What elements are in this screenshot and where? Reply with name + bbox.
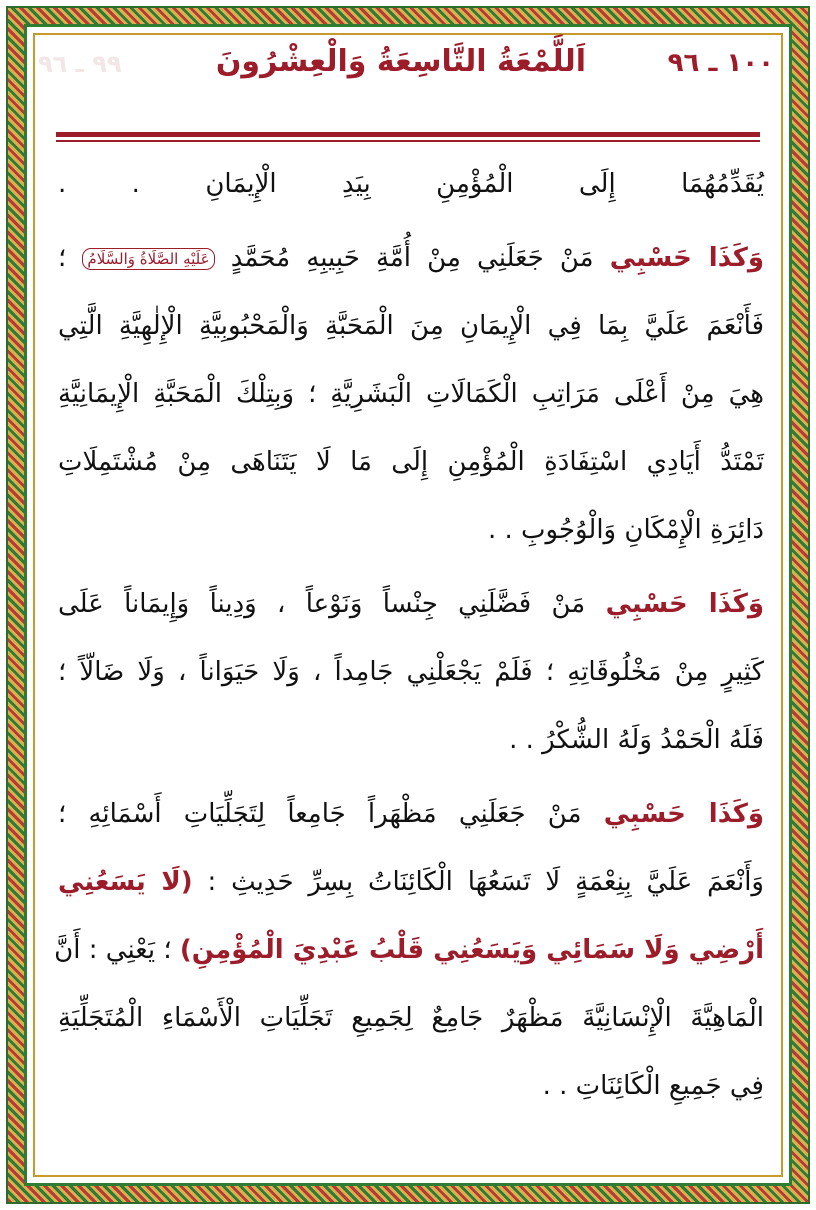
- text-line: وَكَذَا حَسْبِي مَنْ جَعَلَنِي مِنْ أُمَّةِ حَبِيبِهِ مُحَمَّدٍ عَلَيْهِ الصَّلَاةُ وَالسَّلَامُ ؛: [58, 243, 765, 273]
- page-header: [30, 36, 786, 106]
- text-line: هِيَ مِنْ أَعْلَى مَرَاتِبِ الْكَمَالَاتِ الْبَشَرِيَّةِ ؛ وَبِتِلْكَ الْمَحَبَّةِ الْإِيمَانِيَّةِ: [58, 379, 764, 409]
- text-line: فَلَهُ الْحَمْدُ وَلَهُ الشُّكْرُ . .: [509, 725, 764, 755]
- hadith-quote: (لَا يَسَعُنِي: [58, 867, 193, 897]
- blessing-glyph: عَلَيْهِ الصَّلَاةُ وَالسَّلَامُ: [82, 248, 214, 270]
- page-range-faded: ٩٩ ـ ٩٦: [38, 50, 122, 78]
- page-body: [54, 150, 765, 1120]
- chapter-title: اَللَّمْعَةُ التَّاسِعَةُ وَالْعِشْرُونَ: [215, 44, 586, 79]
- lead-phrase: وَكَذَا حَسْبِي: [603, 799, 765, 829]
- hadith-quote: أَرْضِي وَلَا سَمَائِي وَيَسَعُنِي قَلْبُ عَبْدِيَ الْمُؤْمِنِ): [179, 935, 764, 965]
- text-line: دَائِرَةِ الْإِمْكَانِ وَالْوُجُوبِ . .: [487, 515, 764, 545]
- text-line: أَرْضِي وَلَا سَمَائِي وَيَسَعُنِي قَلْبُ عَبْدِيَ الْمُؤْمِنِ) ؛ يَعْنِي : أَنَّ: [54, 935, 764, 965]
- text-line: وَأَنْعَمَ عَلَيَّ بِنِعْمَةٍ لَا تَسَعُهَا الْكَائِنَاتُ بِسِرِّ حَدِيثِ : (لَا يَسَعُنِي: [58, 867, 764, 897]
- page-range: ١٠٠ ـ ٩٦: [667, 48, 774, 78]
- text-line: كَثِيرٍ مِنْ مَخْلُوقَاتِهِ ؛ فَلَمْ يَجْعَلْنِي جَامِداً ، وَلَا حَيَوَاناً ، وَلَا ضَالّاً ؛: [58, 657, 764, 687]
- text-line: وَكَذَا حَسْبِي مَنْ جَعَلَنِي مَظْهَراً جَامِعاً لِتَجَلِّيَاتِ أَسْمَائِهِ ؛: [58, 799, 765, 829]
- lead-phrase: وَكَذَا حَسْبِي: [609, 243, 765, 273]
- text-line: تَمْتَدُّ أَيَادِي اسْتِفَادَةِ الْمُؤْمِنِ إِلَى مَا لَا يَتَنَاهَى مِنْ مُشْتَمِلَاتِ: [58, 447, 764, 477]
- text-line: وَكَذَا حَسْبِي مَنْ فَضَّلَنِي جِنْساً وَنَوْعاً ، وَدِيناً وَإِيمَاناً عَلَى: [58, 589, 764, 619]
- text-line: يُقَدِّمُهُمَا إِلَى الْمُؤْمِنِ بِيَدِ الْإِيمَانِ . .: [58, 169, 764, 199]
- header-rule-thin: [56, 140, 760, 142]
- text-line: فَأَنْعَمَ عَلَيَّ بِمَا فِي الْإِيمَانِ مِنَ الْمَحَبَّةِ وَالْمَحْبُوبِيَّةِ الْإِلٰهِيَّةِ الَّتِي: [58, 311, 764, 341]
- text-line: فِي جَمِيعِ الْكَائِنَاتِ . .: [542, 1071, 764, 1101]
- lead-phrase: وَكَذَا حَسْبِي: [605, 589, 764, 619]
- header-rule-thick: [56, 132, 760, 137]
- text-line: الْمَاهِيَّةَ الْإِنْسَانِيَّةَ مَظْهَرٌ جَامِعٌ لِجَمِيعِ تَجَلِّيَاتِ الْأَسْمَاءِ الْمُتَجَلِّيَةِ: [58, 1003, 764, 1033]
